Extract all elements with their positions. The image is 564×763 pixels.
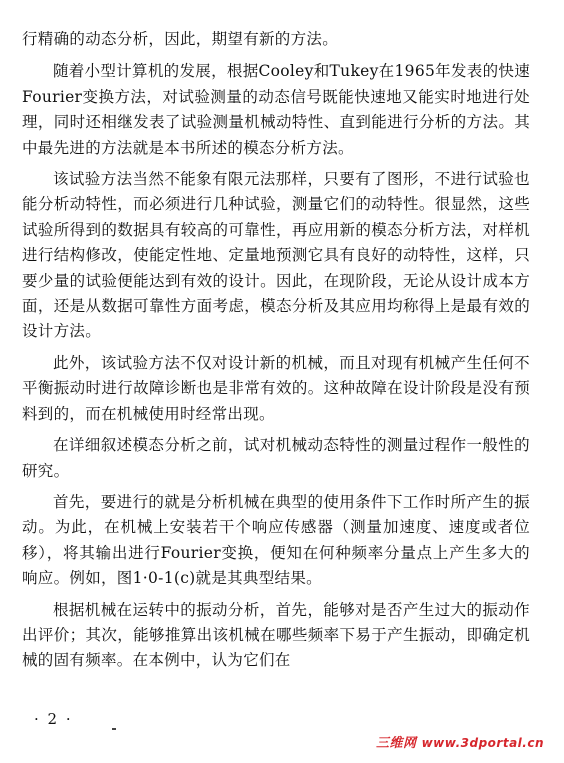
paragraph-1: 行精确的动态分析，因此，期望有新的方法。 (22, 30, 339, 48)
watermark-url: www.3dportal.cn (421, 736, 544, 750)
paragraph-4: 此外，该试验方法不仅对设计新的机械，而且对现有机械产生任何不平衡振动时进行故障诊断也是非常有效的。这种故障在设计阶段是没有预料到的，而在机械使用时经常出现。 (22, 353, 530, 423)
paragraph-3: 该试验方法当然不能象有限元法那样，只要有了图形，不进行试验也能分析动特性，而必须进行几种试验，测量它们的动特性。很显然，这些试验所得到的数据具有较高的可靠性，再应用新的模态分析方法，对样机进行结构修改，使能定性地、定量地预测它具有良好的动特性，这样，只要少量的试验便能达到有效的设计。因此，在现阶段，无论从设计成本方面，还是从数据可靠性方面考虑，模态分析及其应用均称得上是最有效的设计方法。 (22, 170, 530, 341)
scan-artifact-mark (112, 728, 116, 730)
watermark-cn-text: 三维网 (376, 736, 417, 751)
paragraph-5: 在详细叙述模态分析之前，试对机械动态特性的测量过程作一般性的研究。 (22, 436, 530, 480)
paragraph-2: 随着小型计算机的发展，根据Cooley和Tukey在1965年发表的快速Fourier变换方法，对试验测量的动态信号既能快速地又能实时地进行处理，同时还相继发表了试验测量机械动特性、直到能进行分析的方法。其中最先进的方法就是本书所述的模态分析方法。 (22, 62, 530, 157)
page-number: · 2 · (34, 710, 73, 728)
paragraph-6: 首先，要进行的就是分析机械在典型的使用条件下工作时所产生的振动。为此，在机械上安装若干个响应传感器（测量加速度、速度或者位移），将其输出进行Fourier变换，便知在何种频率分量点上产生多大的响应。例如，图1·0-1(c)就是其典型结果。 (22, 492, 530, 588)
paragraph-7: 根据机械在运转中的振动分析，首先，能够对是否产生过大的振动作出评价；其次，能够推算出该机械在哪些频率下易于产生振动，即确定机械的固有频率。在本例中，认为它们在 (22, 600, 530, 670)
site-watermark (376, 732, 544, 751)
body-text (22, 27, 530, 680)
